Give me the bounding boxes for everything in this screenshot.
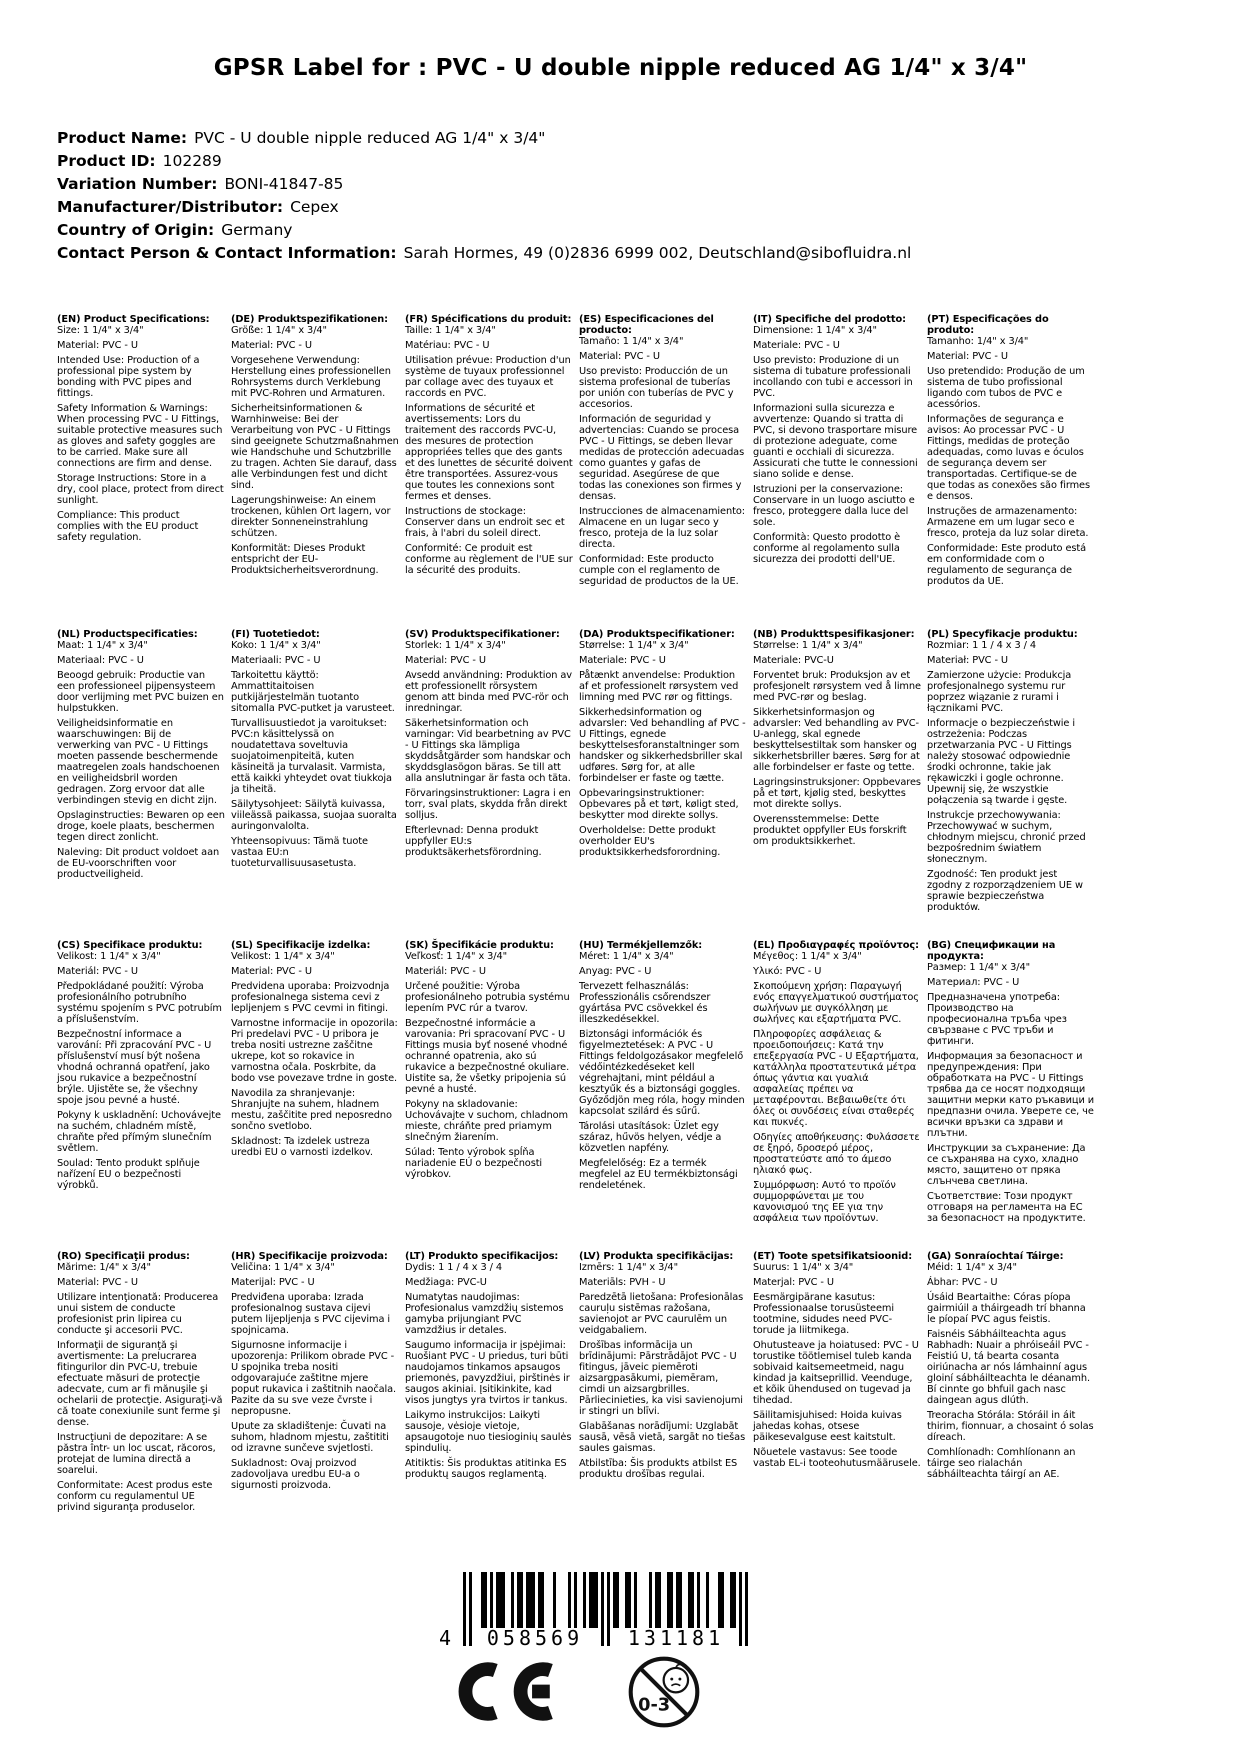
language-block-paragraph: Sigurnosne informacije i upozorenja: Prilikom obrade PVC - U spojnika treba nositi odgovarajuće zaštitne mjere poput rukavica i zaštitnih naočala. Pazite da su sve veze čvrste i nepropusne. bbox=[231, 1340, 397, 1417]
language-block-paragraph: Größe: 1 1/4" x 3/4" bbox=[231, 325, 327, 336]
language-block-title: (EL) Προδιαγραφές προϊόντος: bbox=[753, 940, 919, 951]
language-block-paragraph: Maat: 1 1/4" x 3/4" bbox=[57, 640, 148, 651]
compliance-symbols bbox=[452, 1655, 701, 1733]
field-label: Variation Number: bbox=[57, 175, 218, 193]
language-block-paragraph: Méid: 1 1/4" x 3/4" bbox=[927, 1262, 1017, 1273]
barcode-bar bbox=[634, 1572, 637, 1628]
language-block-paragraph: Anyag: PVC - U bbox=[579, 966, 652, 977]
barcode-bar bbox=[649, 1572, 652, 1628]
product-info-field bbox=[57, 127, 911, 150]
field-label: Contact Person & Contact Information: bbox=[57, 244, 397, 262]
language-block-title: (BG) Спецификации на продукта: bbox=[927, 940, 1056, 962]
language-block-paragraph: Материал: PVC - U bbox=[927, 977, 1020, 988]
language-block-paragraph: Predvidena uporaba: Proizvodnja profesionalnega sistema cevi z lepljenjem s PVC cevmi in fitingi. bbox=[231, 981, 390, 1014]
language-block-paragraph: Lagerungshinweise: An einem trockenen, kühlen Ort lagern, vor direkter Sonneneinstrahlung schützen. bbox=[231, 495, 391, 539]
language-block-paragraph: Materiale: PVC - U bbox=[753, 340, 840, 351]
language-block-paragraph: Uso previsto: Producción de un sistema profesional de tuberías por unión con tuberías de PVC y accesorios. bbox=[579, 366, 734, 410]
barcode-bar bbox=[490, 1572, 493, 1628]
language-block-paragraph: Informacje o bezpieczeństwie i ostrzeżenia: Podczas przetwarzania PVC - U Fittings należy stosować odpowiednie środki ochronne, takie jak rękawiczki i gogle ochronne. Upewnij się, że wszystkie połączenia są twarde i gęste. bbox=[927, 718, 1075, 806]
barcode-bar bbox=[463, 1572, 466, 1646]
language-block-paragraph: Glabāšanas norādījumi: Uzglabāt sausā, vēsā vietā, sargāt no tiešas saules gaismas. bbox=[579, 1421, 746, 1454]
language-block-paragraph: Størrelse: 1 1/4" x 3/4" bbox=[579, 640, 689, 651]
barcode-bar bbox=[502, 1572, 505, 1628]
language-block-paragraph: Tamanho: 1/4" x 3/4" bbox=[927, 336, 1029, 347]
language-block-title: (HR) Specifikacije proizvoda: bbox=[231, 1251, 388, 1262]
field-label: Product Name: bbox=[57, 129, 188, 147]
language-block-paragraph: Určené použitie: Výroba profesionálneho potrubia systému lepením PVC rúr a tvarov. bbox=[405, 981, 570, 1014]
language-block-paragraph: Efterlevnad: Denna produkt uppfyller EU:s produktsäkerhetsförordning. bbox=[405, 825, 542, 858]
language-block-title: (SL) Specifikacije izdelka: bbox=[231, 940, 371, 951]
baby-face-icon bbox=[664, 1668, 688, 1692]
product-info-field bbox=[57, 173, 911, 196]
language-block-paragraph: Suurus: 1 1/4" x 3/4" bbox=[753, 1262, 854, 1273]
language-block-de bbox=[231, 314, 399, 629]
language-block-paragraph: Съответствие: Този продукт отговаря на регламента на ЕС за безопасност на продуктите. bbox=[927, 1191, 1086, 1224]
language-block-nl bbox=[57, 629, 225, 940]
language-block-bg bbox=[927, 940, 1095, 1251]
language-block-title: (SV) Produktspecifikationer: bbox=[405, 629, 560, 640]
language-block-paragraph: Navodila za shranjevanje: Shranjujte na suhem, hladnem mestu, zaščitite pred neposredno sončno svetlobo. bbox=[231, 1088, 392, 1132]
language-block-title: (DA) Produktspecifikationer: bbox=[579, 629, 735, 640]
language-block-paragraph: Beoogd gebruik: Productie van een professioneel pijpensysteem door verlijming met PVC buizen en hulpstukken. bbox=[57, 670, 224, 714]
barcode-bar bbox=[628, 1572, 631, 1628]
language-block-paragraph: Tamaño: 1 1/4" x 3/4" bbox=[579, 336, 684, 347]
language-block-paragraph: Konformität: Dieses Produkt entspricht der EU-Produktsicherheitsverordnung. bbox=[231, 543, 379, 576]
product-info bbox=[57, 127, 911, 265]
barcode-digits-group1: 058569 bbox=[486, 1626, 584, 1650]
language-block-paragraph: Размер: 1 1/4" x 3/4" bbox=[927, 962, 1030, 973]
language-block-paragraph: Størrelse: 1 1/4" x 3/4" bbox=[753, 640, 863, 651]
language-block-hr bbox=[231, 1251, 399, 1513]
age-warning-label: 0-3 bbox=[638, 1695, 671, 1716]
barcode-bar bbox=[574, 1572, 577, 1628]
language-block-paragraph: Informações de segurança e avisos: Ao processar PVC - U Fittings, medidas de proteção adequadas, como luvas e óculos de segurança devem ser transportadas. Certifique-se de que todas as conexões são firmes e densos. bbox=[927, 414, 1090, 502]
language-block-paragraph: Upute za skladištenje: Čuvati na suhom, hladnom mjestu, zaštititi od izravne sunčeve svjetlosti. bbox=[231, 1421, 389, 1454]
language-block-it bbox=[753, 314, 921, 629]
language-block-paragraph: Numatytas naudojimas: Profesionalus vamzdžių sistemos gamyba prijungiant PVC vamzdžius ir detales. bbox=[405, 1292, 564, 1336]
language-block-paragraph: Sukladnost: Ovaj proizvod zadovoljava uredbu EU-a o sigurnosti proizvoda. bbox=[231, 1458, 360, 1491]
language-block-paragraph: Veličina: 1 1/4" x 3/4" bbox=[231, 1262, 335, 1273]
language-block-paragraph: Compliance: This product complies with the EU product safety regulation. bbox=[57, 510, 199, 543]
language-block-paragraph: Forventet bruk: Produksjon av et profesjonelt rørsystem ved å limne med PVC-rør og beslag. bbox=[753, 670, 921, 703]
language-block-title: (NL) Productspecificaties: bbox=[57, 629, 198, 640]
language-block-paragraph: Pokyny na skladovanie: Uchovávajte v suchom, chladnom mieste, chráňte pred priamym slnečným žiarením. bbox=[405, 1099, 568, 1143]
language-block-lv bbox=[579, 1251, 747, 1513]
language-block-paragraph: Comhlíonadh: Comhlíonann an táirge seo rialachán sábháilteachta táirgí an AE. bbox=[927, 1447, 1076, 1480]
language-block-paragraph: Atbilstība: Šis produkts atbilst ES produktu drošības regulai. bbox=[579, 1458, 738, 1480]
language-block-paragraph: Säilytysohjeet: Säilytä kuivassa, viileässä paikassa, suojaa suoralta auringonvalolta. bbox=[231, 799, 397, 832]
language-block-paragraph: Úsáid Beartaithe: Córas píopa gairmiúil a tháirgeadh trí bhanna le píopaí PVC agus feistis. bbox=[927, 1292, 1086, 1325]
language-block-paragraph: Opbevaringsinstruktioner: Opbevares på et tørt, køligt sted, beskytter mod direkte sollys. bbox=[579, 788, 739, 821]
language-block-cs bbox=[57, 940, 225, 1251]
language-block-paragraph: Uso previsto: Produzione di un sistema di tubature professionali incollando con tubi e accessori in PVC. bbox=[753, 355, 913, 399]
language-block-paragraph: Informations de sécurité et avertissements: Lors du traitement des raccords PVC-U, des mesures de protection appropriées telles que des gants et des lunettes de sécurité doivent être transportées. Assurez-vous que toutes les connexions sont fermes et denses. bbox=[405, 403, 573, 502]
barcode-bar bbox=[745, 1572, 748, 1646]
language-block-paragraph: Méret: 1 1/4" x 3/4" bbox=[579, 951, 674, 962]
language-block-ro bbox=[57, 1251, 225, 1513]
language-block-paragraph: Lagringsinstruksjoner: Oppbevares på et tørt, kjølig sted, beskyttes mot direkte sollys. bbox=[753, 777, 921, 810]
language-block-title: (ES) Especificaciones del producto: bbox=[579, 314, 714, 336]
language-block-paragraph: Atitiktis: Šis produktas atitinka ES produktų saugos reglamentą. bbox=[405, 1458, 567, 1480]
language-block-paragraph: Materiale: PVC - U bbox=[579, 655, 666, 666]
language-block-paragraph: Material: PVC - U bbox=[231, 966, 312, 977]
language-block-paragraph: Treoracha Stórála: Stóráil in áit thirim, fionnuar, a chosaint ó solas díreach. bbox=[927, 1410, 1094, 1443]
language-block-paragraph: Dimensione: 1 1/4" x 3/4" bbox=[753, 325, 877, 336]
language-block-title: (IT) Specifiche del prodotto: bbox=[753, 314, 906, 325]
language-block-paragraph: Zgodność: Ten produkt jest zgodny z rozporządzeniem UE w sprawie bezpieczeństwa produktów. bbox=[927, 869, 1083, 913]
language-block-paragraph: Súlad: Tento výrobok spĺňa nariadenie EÚ o bezpečnosti výrobkov. bbox=[405, 1147, 543, 1180]
language-block-paragraph: Предназначена употреба: Производство на професионална тръба чрез свързване с PVC тръби и фитинги. bbox=[927, 992, 1067, 1047]
age-warning-icon bbox=[627, 1655, 701, 1733]
product-info-field bbox=[57, 196, 911, 219]
language-block-sk bbox=[405, 940, 573, 1251]
language-block-el bbox=[753, 940, 921, 1251]
language-block-paragraph: Uso pretendido: Produção de um sistema de tubo profissional ligando com tubos de PVC e acessórios. bbox=[927, 366, 1085, 410]
language-block-paragraph: Veľkosť: 1 1/4" x 3/4" bbox=[405, 951, 508, 962]
language-block-paragraph: Информация за безопасност и предупреждения: При обработката на PVC - U Fittings трябва да се носят подходящи защитни мерки като ръкавици и предпазни очила. Уверете се, че всички връзки са здрави и плътни. bbox=[927, 1051, 1094, 1139]
barcode bbox=[439, 1572, 748, 1652]
barcode-bar bbox=[706, 1572, 709, 1628]
language-block-paragraph: Informazioni sulla sicurezza e avvertenze: Quando si tratta di PVC, si devono trasportare misure di protezione adeguate, come guanti e occhiali di sicurezza. Assicurati che tutte le connessioni siano solide e dense. bbox=[753, 403, 918, 480]
language-block-title: (FR) Spécifications du produit: bbox=[405, 314, 572, 325]
language-block-paragraph: Avsedd användning: Produktion av ett professionellt rörsystem genom att binda med PVC-rör och inredningar. bbox=[405, 670, 572, 714]
language-block-paragraph: Οδηγίες αποθήκευσης: Φυλάσσετε σε ξηρό, δροσερό μέρος, προστατεύστε από το άμεσο ηλιακό φως. bbox=[753, 1132, 920, 1176]
language-block-paragraph: Material: PVC - U bbox=[57, 340, 138, 351]
language-block-title: (GA) Sonraíochtaí Táirge: bbox=[927, 1251, 1064, 1262]
barcode-bar bbox=[670, 1572, 673, 1628]
language-block-paragraph: Tarkoitettu käyttö: Ammattitaitoisen putkijärjestelmän tuotanto sitomalla PVC-putket ja varusteet. bbox=[231, 670, 395, 714]
language-block-pt bbox=[927, 314, 1095, 629]
language-block-paragraph: Varnostne informacije in opozorila: Pri predelavi PVC - U pribora je treba nositi ustrezne zaščitne ukrepe, kot so rokavice in varnostna očala. Poskrbite, da bodo vse povezave trdne in goste. bbox=[231, 1018, 398, 1084]
language-block-paragraph: Μέγεθος: 1 1/4" x 3/4" bbox=[753, 951, 862, 962]
language-block-paragraph: Overensstemmelse: Dette produktet oppfyller EUs forskrift om produktsikkerhet. bbox=[753, 814, 907, 847]
language-block-paragraph: Předpokládané použití: Výroba profesionálního potrubního systému spojením s PVC potrubím a příslušenstvím. bbox=[57, 981, 222, 1025]
language-block-ga bbox=[927, 1251, 1095, 1513]
language-block-title: (RO) Specificaţii produs: bbox=[57, 1251, 190, 1262]
language-block-paragraph: Predviđena uporaba: Izrada profesionalnog sustava cijevi putem lijepljenja s PVC cijevima i spojnicama. bbox=[231, 1292, 391, 1336]
language-block-paragraph: Drošības informācija un brīdinājumi: Pārstrādājot PVC - U fitingus, jāveic piemēroti aizsargpasākumi, piemēram, cimdi un aizsargbrilles. Pārliecinieties, ka visi savienojumi ir stingri un blīvi. bbox=[579, 1340, 743, 1417]
language-block-da bbox=[579, 629, 747, 940]
language-block-nb bbox=[753, 629, 921, 940]
product-info-field bbox=[57, 219, 911, 242]
language-block-paragraph: Materiál: PVC - U bbox=[405, 966, 486, 977]
language-block-paragraph: Soulad: Tento produkt splňuje nařízení EU o bezpečnosti výrobků. bbox=[57, 1158, 200, 1191]
field-value: BONI-41847-85 bbox=[224, 175, 344, 193]
language-block-paragraph: Material: PVC - U bbox=[57, 1277, 138, 1288]
language-block-paragraph: Velikost: 1 1/4" x 3/4" bbox=[231, 951, 335, 962]
barcode-digit-left: 4 bbox=[439, 1626, 452, 1650]
language-block-sl bbox=[231, 940, 399, 1251]
page-title: GPSR Label for : PVC - U double nipple reduced AG 1/4" x 3/4" bbox=[213, 55, 1028, 81]
language-block-paragraph: Taille: 1 1/4" x 3/4" bbox=[405, 325, 496, 336]
language-block-paragraph: Velikost: 1 1/4" x 3/4" bbox=[57, 951, 161, 962]
language-block-pl bbox=[927, 629, 1095, 940]
language-block-paragraph: Bezpečnostné informácie a varovania: Pri spracovaní PVC - U Fittings musia byť nosené vhodné ochranné opatrenia, ako sú rukavice a bezpečnostné okuliare. Uistite sa, že všetky pripojenia sú pevné a husté. bbox=[405, 1018, 570, 1095]
language-block-paragraph: Πληροφορίες ασφάλειας & προειδοποιήσεις: Κατά την επεξεργασία PVC - U Εξαρτήματα, κατάλληλα προστατευτικά μέτρα όπως γάντια και γυαλιά ασφαλείας πρέπει να μεταφέρονται. Βεβαιωθείτε ότι όλες οι συνδέσεις είναι σταθερές και πυκνές. bbox=[753, 1029, 919, 1128]
language-block-title: (HU) Termékjellemzők: bbox=[579, 940, 703, 951]
product-info-field bbox=[57, 150, 911, 173]
language-block-paragraph: Koko: 1 1/4" x 3/4" bbox=[231, 640, 321, 651]
language-block-paragraph: Συμμόρφωση: Αυτό το προϊόν συμμορφώνεται με του κανονισμού της ΕΕ για την ασφάλεια των προϊόντων. bbox=[753, 1180, 896, 1224]
language-block-paragraph: Naleving: Dit product voldoet aan de EU-voorschriften voor productveiligheid. bbox=[57, 847, 220, 880]
language-block-hu bbox=[579, 940, 747, 1251]
language-block-title: (PL) Specyfikacje produktu: bbox=[927, 629, 1078, 640]
barcode-bar bbox=[691, 1572, 694, 1628]
language-block-paragraph: Faisnéis Sábháilteachta agus Rabhadh: Nuair a phróiseáil PVC - Feistiú U, tá bearta cosanta oiriúnacha ar nós lámhainní agus gloiní sábháilteachta le déanamh. Bí cinnte go bhfuil gach nasc daingean agus dlúth. bbox=[927, 1329, 1091, 1406]
language-block-paragraph: Tárolási utasítások: Üzlet egy száraz, hűvös helyen, védje a közvetlen napfény. bbox=[579, 1121, 722, 1154]
language-block-paragraph: Material: PVC - U bbox=[405, 655, 486, 666]
language-block-paragraph: Υλικό: PVC - U bbox=[753, 966, 822, 977]
language-block-paragraph: Materiaal: PVC - U bbox=[57, 655, 144, 666]
language-block-paragraph: Materiāls: PVH - U bbox=[579, 1277, 666, 1288]
language-block-paragraph: Megfelelőség: Ez a termék megfelel az EU termékbiztonsági rendeletének. bbox=[579, 1158, 738, 1191]
language-block-paragraph: Materijal: PVC - U bbox=[231, 1277, 315, 1288]
language-block-paragraph: Conformitate: Acest produs este conform cu regulamentul UE privind siguranţa produselor. bbox=[57, 1480, 213, 1513]
language-block-paragraph: Size: 1 1/4" x 3/4" bbox=[57, 325, 144, 336]
language-specifications-grid bbox=[57, 314, 1095, 1513]
language-block-paragraph: Laikymo instrukcijos: Laikyti sausoje, vėsioje vietoje, apsaugotoje nuo tiesioginių saulės spindulių. bbox=[405, 1410, 572, 1454]
language-block-paragraph: Ábhar: PVC - U bbox=[927, 1277, 998, 1288]
barcode-bar bbox=[733, 1572, 736, 1628]
language-block-paragraph: Nõuetele vastavus: See toode vastab EL-i tooteohutusmäärusele. bbox=[753, 1447, 921, 1469]
language-block-paragraph: Sicherheitsinformationen & Warnhinweise: Bei der Verarbeitung von PVC - U Fittings sind geeignete Schutzmaßnahmen wie Handschuhe und Schutzbrille zu tragen. Achten Sie darauf, dass alle Verbindungen fest und dicht sind. bbox=[231, 403, 399, 491]
language-block-paragraph: Mărime: 1/4" x 3/4" bbox=[57, 1262, 151, 1273]
language-block-sv bbox=[405, 629, 573, 940]
language-block-title: (DE) Produktspezifikationen: bbox=[231, 314, 388, 325]
language-block-title: (EN) Product Specifications: bbox=[57, 314, 210, 325]
language-block-paragraph: Materiale: PVC-U bbox=[753, 655, 834, 666]
language-block-paragraph: Materiał: PVC - U bbox=[927, 655, 1008, 666]
language-block-paragraph: Información de seguridad y advertencias: Cuando se procesa PVC - U Fittings, se deben llevar medidas de protección adecuadas como guantes y gafas de seguridad. Asegúrese de que todas las conexiones son firmes y densas. bbox=[579, 414, 745, 502]
field-value: Sarah Hormes, 49 (0)2836 6999 002, Deutschland@sibofluidra.nl bbox=[403, 244, 912, 262]
language-block-paragraph: Pokyny k uskladnění: Uchovávejte na suchém, chladném místě, chraňte před přímým slunečním světlem. bbox=[57, 1110, 221, 1154]
language-block-es bbox=[579, 314, 747, 629]
language-block-title: (PT) Especificações do produto: bbox=[927, 314, 1049, 336]
language-block-paragraph: Instructions de stockage: Conserver dans un endroit sec et frais, à l'abri du soleil direct. bbox=[405, 506, 565, 539]
barcode-bar bbox=[679, 1572, 682, 1628]
language-block-paragraph: Zamierzone użycie: Produkcja profesjonalnego systemu rur poprzez wiązanie z rurami i łącznikami PVC. bbox=[927, 670, 1072, 714]
language-block-paragraph: Utilizare intenţionată: Producerea unui sistem de conducte profesionist prin lipirea cu conducte şi accesorii PVC. bbox=[57, 1292, 219, 1336]
language-block-paragraph: Opslaginstructies: Bewaren op een droge, koele plaats, beschermen tegen direct zonlicht. bbox=[57, 810, 225, 843]
language-block-paragraph: Saugumo informacija ir įspėjimai: Ruošiant PVC - U priedus, turi būti naudojamos tinkamos apsaugos priemonės, pavyzdžiui, pirštinės ir saugos akiniai. Įsitikinkite, kad visos jungtys yra tvirtos ir tankus. bbox=[405, 1340, 570, 1406]
barcode-bar bbox=[541, 1572, 544, 1628]
language-block-paragraph: Veiligheidsinformatie en waarschuwingen: Bij de verwerking van PVC - U Fittings moeten passende beschermende maatregelen zoals handschoenen en veiligheidsbril worden gedragen. Zorg ervoor dat alle verbindingen stevig en dicht zijn. bbox=[57, 718, 220, 806]
language-block-title: (CS) Specifikace produktu: bbox=[57, 940, 203, 951]
language-block-paragraph: Påtænkt anvendelse: Produktion af et professionelt rørsystem ved limning med PVC rør og fittings. bbox=[579, 670, 739, 703]
language-block-paragraph: Materiaali: PVC - U bbox=[231, 655, 321, 666]
language-block-paragraph: Matériau: PVC - U bbox=[405, 340, 490, 351]
ce-mark-icon bbox=[452, 1660, 557, 1727]
language-block-paragraph: Istruzioni per la conservazione: Conservare in un luogo asciutto e fresco, proteggere dalla luce del sole. bbox=[753, 484, 915, 528]
barcode-bar bbox=[595, 1572, 598, 1628]
language-block-paragraph: Storlek: 1 1/4" x 3/4" bbox=[405, 640, 506, 651]
language-block-paragraph: Tervezett felhasználás: Professzionális csőrendszer gyártása PVC csövekkel és illeszkedésekkel. bbox=[579, 981, 711, 1025]
field-value: Germany bbox=[221, 221, 293, 239]
language-block-et bbox=[753, 1251, 921, 1513]
language-block-paragraph: Vorgesehene Verwendung: Herstellung eines professionellen Rohrsystems durch Verklebung mit PVC-Rohren und Armaturen. bbox=[231, 355, 391, 399]
language-block-paragraph: Biztonsági információk és figyelmeztetések: A PVC - U Fittings feldolgozásakor megfelelő védőintézkedéseket kell végrehajtani, mint például a kesztyűk és a biztonsági goggles. Győződjön meg róla, hogy minden kapcsolat szilárd és sűrű. bbox=[579, 1029, 745, 1117]
language-block-title: (FI) Tuotetiedot: bbox=[231, 629, 320, 640]
language-block-title: (LV) Produkta specifikācijas: bbox=[579, 1251, 734, 1262]
language-block-paragraph: Safety Information & Warnings: When processing PVC - U Fittings, suitable protective measures such as gloves and safety goggles are to be carried. Make sure all connections are firm and dense. bbox=[57, 403, 223, 469]
language-block-fi bbox=[231, 629, 399, 940]
barcode-bar bbox=[658, 1572, 661, 1628]
language-block-paragraph: Instrucţiuni de depozitare: A se păstra într- un loc uscat, răcoros, protejat de lumina directă a soarelui. bbox=[57, 1432, 216, 1476]
language-block-paragraph: Izmērs: 1 1/4" x 3/4" bbox=[579, 1262, 678, 1273]
language-block-paragraph: Instruções de armazenamento: Armazene em um lugar seco e fresco, proteja da luz solar direta. bbox=[927, 506, 1089, 539]
barcode-bar bbox=[511, 1572, 514, 1628]
language-block-fr bbox=[405, 314, 573, 629]
product-info-field bbox=[57, 242, 911, 265]
language-block-paragraph: Informaţii de siguranţă şi avertismente: La prelucrarea fitingurilor din PVC-U, trebuie efectuate măsuri de protecţie adecvate, cum ar fi mănuşile şi ochelarii de protecţie. Asiguraţi-vă că toate conexiunile sunt ferme şi dense. bbox=[57, 1340, 223, 1428]
language-block-paragraph: Säilitamisjuhised: Hoida kuivas jahedas kohas, otsese päikesevalguse eest kaitstult. bbox=[753, 1410, 902, 1443]
language-block-lt bbox=[405, 1251, 573, 1513]
language-block-paragraph: Conformité: Ce produit est conforme au règlement de l'UE sur la sécurité des produits. bbox=[405, 543, 573, 576]
language-block-title: (NB) Produkttspesifikasjoner: bbox=[753, 629, 915, 640]
field-label: Product ID: bbox=[57, 152, 156, 170]
language-block-paragraph: Instrucciones de almacenamiento: Almacene en un lugar seco y fresco, proteja de la luz solar directa. bbox=[579, 506, 745, 550]
barcode-bar bbox=[607, 1572, 610, 1646]
field-value: PVC - U double nipple reduced AG 1/4" x 3/4" bbox=[194, 129, 546, 147]
language-block-paragraph: Instrukcje przechowywania: Przechowywać w suchym, chłodnym miejscu, chronić przed bezpośrednim światłem słonecznym. bbox=[927, 810, 1086, 865]
language-block-paragraph: Medžiaga: PVC-U bbox=[405, 1277, 487, 1288]
language-block-paragraph: Conformidad: Este producto cumple con el reglamento de seguridad de productos de la UE. bbox=[579, 554, 739, 587]
language-block-paragraph: Material: PVC - U bbox=[231, 340, 312, 351]
field-label: Country of Origin: bbox=[57, 221, 215, 239]
language-block-paragraph: Rozmiar: 1 1 / 4 x 3 / 4 bbox=[927, 640, 1037, 651]
barcode-bar bbox=[721, 1572, 724, 1628]
barcode-digits-group2: 131181 bbox=[627, 1626, 725, 1650]
language-block-paragraph: Materiál: PVC - U bbox=[57, 966, 138, 977]
language-block-paragraph: Sikkerhedsinformation og advarsler: Ved behandling af PVC - U Fittings, egnede beskyttelsesforanstaltninger som handsker og sikkerhedsbriller skal udføres. Sørg for, at alle forbindelser er faste og tætte. bbox=[579, 707, 746, 784]
language-block-paragraph: Säkerhetsinformation och varningar: Vid bearbetning av PVC - U Fittings ska lämpliga skyddsåtgärder som handskar och skyddsglasögon bäras. Se till att alla anslutningar är fasta och täta. bbox=[405, 718, 571, 784]
language-block-paragraph: Förvaringsinstruktioner: Lagra i en torr, sval plats, skydda från direkt solljus. bbox=[405, 788, 571, 821]
barcode-bar bbox=[532, 1572, 535, 1628]
language-block-paragraph: Turvallisuustiedot ja varoitukset: PVC:n käsittelyssä on noudatettava soveltuvia suojatoimenpiteitä, kuten käsineitä ja turvalasit. Varmista, että kaikki yhteydet ovat tiukkoja ja tiheitä. bbox=[231, 718, 392, 795]
language-block-en bbox=[57, 314, 225, 629]
language-block-paragraph: Sikkerhetsinformasjon og advarsler: Ved behandling av PVC-U-anlegg, skal egnede beskyttelsestiltak som hansker og sikkerhetsbriller bæres. Sørg for at alle forbindelser er faste og tette. bbox=[753, 707, 920, 773]
language-block-title: (LT) Produkto specifikacijos: bbox=[405, 1251, 559, 1262]
language-block-paragraph: Material: PVC - U bbox=[927, 351, 1008, 362]
field-value: 102289 bbox=[162, 152, 222, 170]
barcode-bar bbox=[484, 1572, 487, 1628]
language-block-paragraph: Σκοπούμενη χρήση: Παραγωγή ενός επαγγελματικού συστήματος σωλήνων με συγκόλληση με σωλήνες και εξαρτήματα PVC. bbox=[753, 981, 919, 1025]
language-block-paragraph: Intended Use: Production of a professional pipe system by bonding with PVC pipes and fittings. bbox=[57, 355, 200, 399]
language-block-paragraph: Ohutusteave ja hoiatused: PVC - U torustike töötlemisel tuleb kanda sobivaid kaitsemeetmeid, nagu kindad ja kaitseprillid. Veenduge, et kõik ühendused on tugevad ja tihedad. bbox=[753, 1340, 919, 1406]
language-block-paragraph: Yhteensopivuus: Tämä tuote vastaa EU:n tuoteturvallisuusasetusta. bbox=[231, 836, 368, 869]
barcode-bar bbox=[553, 1572, 556, 1628]
language-block-paragraph: Bezpečnostní informace a varování: Při zpracování PVC - U příslušenství musí být nošena vhodná ochranná opatření, jako jsou rukavice a bezpečnostní brýle. Ujistěte se, že všechny spoje jsou pevné a husté. bbox=[57, 1029, 212, 1106]
language-block-paragraph: Utilisation prévue: Production d'un système de tuyaux professionnel par collage avec des tuyaux et raccords en PVC. bbox=[405, 355, 571, 399]
language-block-title: (SK) Špecifikácie produktu: bbox=[405, 940, 554, 951]
language-block-paragraph: Eesmärgipärane kasutus: Professionaalse torusüsteemi tootmine, sidudes need PVC-torude ja liitmikega. bbox=[753, 1292, 894, 1336]
barcode-bar bbox=[520, 1572, 523, 1628]
language-block-paragraph: Storage Instructions: Store in a dry, cool place, protect from direct sunlight. bbox=[57, 473, 224, 506]
language-block-title: (ET) Toote spetsifikatsioonid: bbox=[753, 1251, 913, 1262]
language-block-paragraph: Skladnost: Ta izdelek ustreza uredbi EU o varnosti izdelkov. bbox=[231, 1136, 373, 1158]
language-block-paragraph: Overholdelse: Dette produkt overholder EU's produktsikkerhedsforordning. bbox=[579, 825, 721, 858]
language-block-paragraph: Dydis: 1 1 / 4 x 3 / 4 bbox=[405, 1262, 502, 1273]
barcode-bar bbox=[583, 1572, 586, 1628]
language-block-paragraph: Material: PVC - U bbox=[579, 351, 660, 362]
language-block-paragraph: Paredzētā lietošana: Profesionālas cauruļu sistēmas ražošana, savienojot ar PVC caurulēm un veidgabaliem. bbox=[579, 1292, 744, 1336]
barcode-bar bbox=[697, 1572, 700, 1628]
language-block-paragraph: Conformidade: Este produto está em conformidade com o regulamento de segurança de produtos da UE. bbox=[927, 543, 1087, 587]
field-label: Manufacturer/Distributor: bbox=[57, 198, 284, 216]
barcode-bar bbox=[616, 1572, 619, 1628]
barcode-bar bbox=[568, 1572, 571, 1628]
language-block-paragraph: Conformità: Questo prodotto è conforme al regolamento sulla sicurezza dei prodotti dell'UE. bbox=[753, 532, 901, 565]
barcode-bar bbox=[601, 1572, 604, 1646]
language-block-paragraph: Materjal: PVC - U bbox=[753, 1277, 834, 1288]
field-value: Cepex bbox=[290, 198, 339, 216]
language-block-paragraph: Инструкции за съхранение: Да се съхранява на сухо, хладно място, защитено от пряка слънчева светлина. bbox=[927, 1143, 1086, 1187]
